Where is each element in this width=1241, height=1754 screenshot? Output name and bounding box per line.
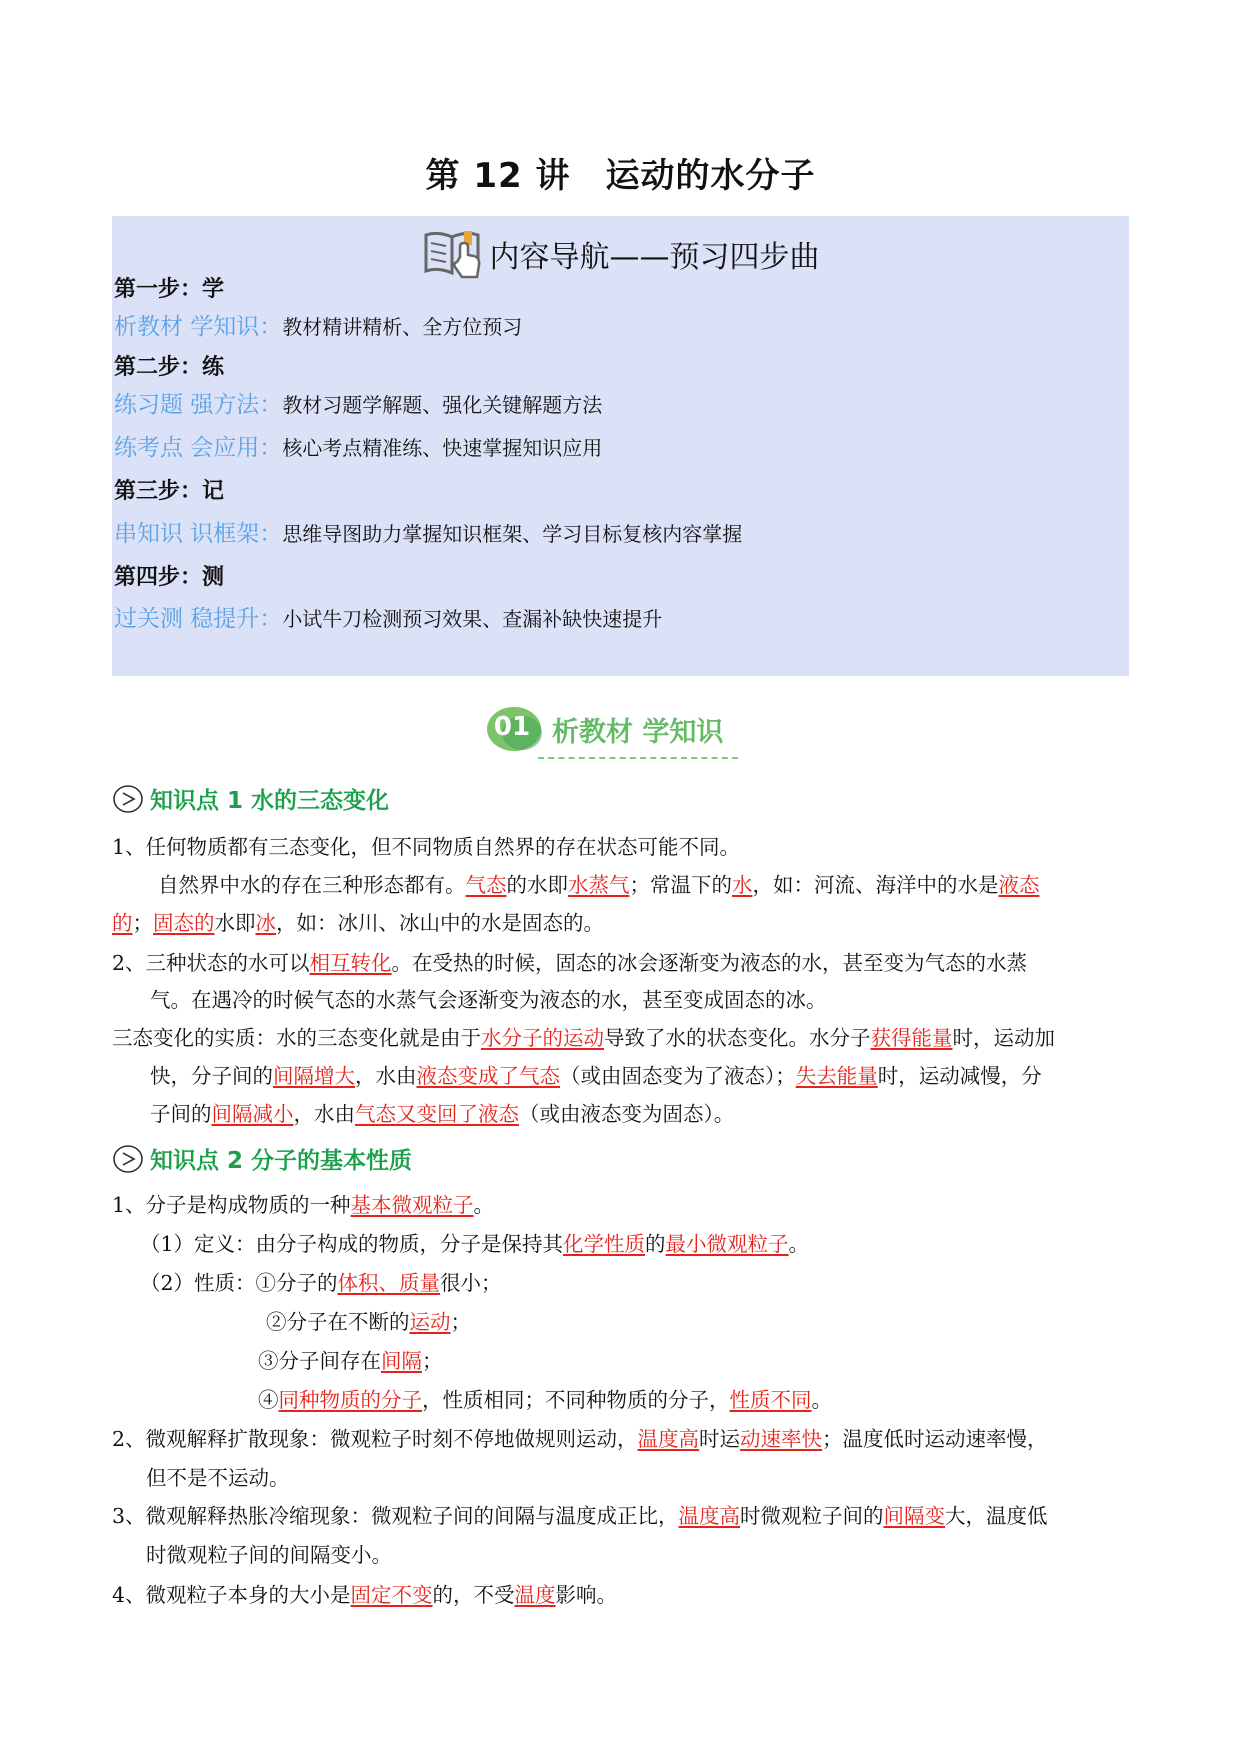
- kp1-paragraph-2-cont: 的；固态的水即冰，如：冰川、冰山中的水是固态的。: [112, 911, 604, 935]
- kp2-property-4: ④同种物质的分子，性质相同；不同种物质的分子，性质不同。: [258, 1388, 832, 1412]
- knowledge-point-1-heading: 知识点 1 水的三态变化: [112, 782, 389, 815]
- kp1-essence-line-2: 快，分子间的间隔增大，水由液态变成了气态（或由固态变为了液态）；失去能量时，运动减慢，分: [150, 1064, 1042, 1088]
- kp2-item-1: 1、分子是构成物质的一种基本微观粒子。: [112, 1193, 495, 1217]
- page-title: 第 12 讲 运动的水分子: [425, 156, 816, 196]
- step-1-item: 析教材 学知识：教材精讲精析、全方位预习: [114, 314, 523, 340]
- kp1-paragraph-3-cont: 气。在遇冷的时候气态的水蒸气会逐渐变为液态的水，甚至变成固态的冰。: [150, 988, 827, 1012]
- section-underline: [538, 757, 738, 759]
- step-2-item-1: 练习题 强方法：教材习题学解题、强化关键解题方法: [114, 392, 603, 418]
- step-3-item: 串知识 识框架：思维导图助力掌握知识框架、学习目标复核内容掌握: [114, 521, 743, 547]
- step-3-heading: 第三步：记: [114, 479, 225, 504]
- content-navigation-box: [112, 216, 1129, 676]
- section-banner: [482, 702, 762, 764]
- section-title: 析教材 学知识: [552, 717, 724, 748]
- kp2-item-2-cont: 但不是不运动。: [146, 1466, 290, 1490]
- kp2-item-3: 3、微观解释热胀冷缩现象：微观粒子间的间隔与温度成正比，温度高时微观粒子间的间隔变大，温度低: [112, 1504, 1048, 1528]
- kp2-item-3-cont: 时微观粒子间的间隔变小。: [146, 1543, 392, 1567]
- nav-title: 内容导航——预习四步曲: [489, 240, 820, 275]
- kp2-property-3: ③分子间存在间隔；: [258, 1349, 443, 1373]
- kp1-essence-line-3: 子间的间隔减小，水由气态又变回了液态（或由液态变为固态）。: [150, 1102, 735, 1126]
- kp2-property-1: （2）性质：①分子的体积、质量很小；: [140, 1271, 502, 1295]
- kp2-item-4: 4、微观粒子本身的大小是固定不变的，不受温度影响。: [112, 1583, 618, 1607]
- kp2-property-2: ②分子在不断的运动；: [266, 1310, 471, 1334]
- kp1-paragraph-1: 1、任何物质都有三态变化，但不同物质自然界的存在状态可能不同。: [112, 835, 741, 859]
- kp2-item-2: 2、微观解释扩散现象：微观粒子时刻不停地做规则运动，温度高时运动速率快；温度低时运动速率慢，: [112, 1427, 1048, 1451]
- book-hand-icon: [422, 227, 486, 281]
- nav-header: [112, 226, 1129, 282]
- kp1-paragraph-3: 2、三种状态的水可以相互转化。在受热的时候，固态的冰会逐渐变为液态的水，甚至变为气态的水蒸: [112, 951, 1028, 975]
- knowledge-point-2-heading: 知识点 2 分子的基本性质: [112, 1142, 412, 1175]
- kp2-definition: （1）定义：由分子构成的物质，分子是保持其化学性质的最小微观粒子。: [140, 1232, 810, 1256]
- kp1-essence-line-1: 三态变化的实质：水的三态变化就是由于水分子的运动导致了水的状态变化。水分子获得能量时，运动加: [112, 1026, 1055, 1050]
- step-2-item-2: 练考点 会应用：核心考点精准练、快速掌握知识应用: [114, 435, 603, 461]
- arrow-circle-icon: [112, 1144, 144, 1174]
- kp1-paragraph-2: 自然界中水的存在三种形态都有。气态的水即水蒸气；常温下的水，如：河流、海洋中的水是液态: [158, 873, 1040, 897]
- arrow-circle-icon: [112, 784, 144, 814]
- step-4-heading: 第四步：测: [114, 565, 225, 590]
- step-4-item: 过关测 稳提升：小试牛刀检测预习效果、查漏补缺快速提升: [114, 606, 663, 632]
- step-1-heading: 第一步：学: [114, 277, 225, 302]
- section-number: 01: [493, 712, 531, 742]
- step-2-heading: 第二步：练: [114, 355, 225, 380]
